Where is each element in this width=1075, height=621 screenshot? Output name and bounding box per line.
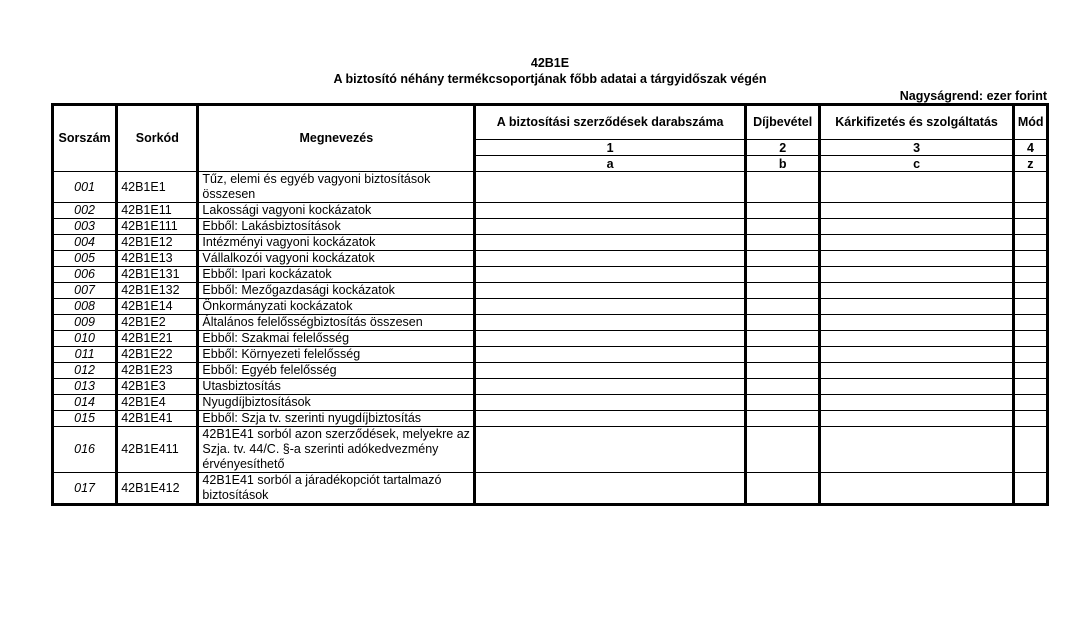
cell-contracts[interactable] bbox=[475, 267, 746, 283]
cell-contracts[interactable] bbox=[475, 203, 746, 219]
cell-premium[interactable] bbox=[746, 251, 820, 267]
table-row bbox=[53, 267, 1048, 283]
cell-claims[interactable] bbox=[820, 347, 1014, 363]
row-code: 42B1E3 bbox=[117, 379, 198, 395]
row-code: 42B1E2 bbox=[117, 315, 198, 331]
cell-mode[interactable] bbox=[1013, 347, 1047, 363]
cell-contracts[interactable] bbox=[475, 411, 746, 427]
cell-claims[interactable] bbox=[820, 379, 1014, 395]
row-name: Lakossági vagyoni kockázatok bbox=[198, 203, 475, 219]
cell-claims[interactable] bbox=[820, 172, 1014, 203]
cell-mode[interactable] bbox=[1013, 473, 1047, 505]
cell-contracts[interactable] bbox=[475, 219, 746, 235]
cell-mode[interactable] bbox=[1013, 315, 1047, 331]
cell-claims[interactable] bbox=[820, 473, 1014, 505]
cell-claims[interactable] bbox=[820, 283, 1014, 299]
cell-claims[interactable] bbox=[820, 251, 1014, 267]
cell-mode[interactable] bbox=[1013, 172, 1047, 203]
cell-premium[interactable] bbox=[746, 203, 820, 219]
cell-mode[interactable] bbox=[1013, 203, 1047, 219]
cell-contracts[interactable] bbox=[475, 283, 746, 299]
table-row bbox=[53, 411, 1048, 427]
row-code: 42B1E41 bbox=[117, 411, 198, 427]
header-col-4-num: 4 bbox=[1013, 140, 1047, 156]
row-number: 002 bbox=[53, 203, 117, 219]
row-code: 42B1E4 bbox=[117, 395, 198, 411]
header-col-2-letter: b bbox=[746, 156, 820, 172]
cell-claims[interactable] bbox=[820, 219, 1014, 235]
cell-premium[interactable] bbox=[746, 172, 820, 203]
cell-mode[interactable] bbox=[1013, 363, 1047, 379]
table-row bbox=[53, 172, 1048, 203]
cell-premium[interactable] bbox=[746, 299, 820, 315]
header-col-1-label: A biztosítási szerződések darabszáma bbox=[475, 105, 746, 140]
cell-contracts[interactable] bbox=[475, 299, 746, 315]
row-code: 42B1E12 bbox=[117, 235, 198, 251]
cell-claims[interactable] bbox=[820, 299, 1014, 315]
header-col-2-label: Díjbevétel bbox=[746, 105, 820, 140]
cell-contracts[interactable] bbox=[475, 347, 746, 363]
table-row bbox=[53, 395, 1048, 411]
row-code: 42B1E11 bbox=[117, 203, 198, 219]
row-code: 42B1E412 bbox=[117, 473, 198, 505]
cell-premium[interactable] bbox=[746, 267, 820, 283]
row-number: 012 bbox=[53, 363, 117, 379]
table-row bbox=[53, 315, 1048, 331]
header-sorszam: Sorszám bbox=[53, 105, 117, 172]
table-row bbox=[53, 251, 1048, 267]
row-number: 008 bbox=[53, 299, 117, 315]
table-body bbox=[53, 172, 1048, 505]
header-col-1-num: 1 bbox=[475, 140, 746, 156]
header-col-1-letter: a bbox=[475, 156, 746, 172]
cell-contracts[interactable] bbox=[475, 395, 746, 411]
header-col-4-letter: z bbox=[1013, 156, 1047, 172]
cell-contracts[interactable] bbox=[475, 379, 746, 395]
row-code: 42B1E132 bbox=[117, 283, 198, 299]
row-name: Intézményi vagyoni kockázatok bbox=[198, 235, 475, 251]
table-row bbox=[53, 331, 1048, 347]
cell-premium[interactable] bbox=[746, 235, 820, 251]
row-code: 42B1E22 bbox=[117, 347, 198, 363]
table-row bbox=[53, 283, 1048, 299]
cell-premium[interactable] bbox=[746, 315, 820, 331]
row-number: 013 bbox=[53, 379, 117, 395]
cell-mode[interactable] bbox=[1013, 251, 1047, 267]
cell-premium[interactable] bbox=[746, 379, 820, 395]
cell-premium[interactable] bbox=[746, 473, 820, 505]
row-code: 42B1E21 bbox=[117, 331, 198, 347]
data-table bbox=[51, 103, 1049, 506]
form-code: 42B1E bbox=[530, 56, 570, 70]
row-number: 014 bbox=[53, 395, 117, 411]
cell-premium[interactable] bbox=[746, 219, 820, 235]
cell-premium[interactable] bbox=[746, 363, 820, 379]
row-name: Ebből: Környezeti felelősség bbox=[198, 347, 475, 363]
cell-claims[interactable] bbox=[820, 395, 1014, 411]
cell-contracts[interactable] bbox=[475, 473, 746, 505]
row-code: 42B1E111 bbox=[117, 219, 198, 235]
cell-contracts[interactable] bbox=[475, 331, 746, 347]
row-number: 015 bbox=[53, 411, 117, 427]
row-number: 003 bbox=[53, 219, 117, 235]
header-col-2-num: 2 bbox=[746, 140, 820, 156]
row-name: Általános felelősségbiztosítás összesen bbox=[198, 315, 475, 331]
cell-claims[interactable] bbox=[820, 331, 1014, 347]
row-number: 004 bbox=[53, 235, 117, 251]
cell-contracts[interactable] bbox=[475, 172, 746, 203]
header-col-4-label: Mód bbox=[1013, 105, 1047, 140]
cell-mode[interactable] bbox=[1013, 235, 1047, 251]
cell-claims[interactable] bbox=[820, 235, 1014, 251]
row-number: 010 bbox=[53, 331, 117, 347]
row-number: 011 bbox=[53, 347, 117, 363]
row-name: Utasbiztosítás bbox=[198, 379, 475, 395]
cell-claims[interactable] bbox=[820, 363, 1014, 379]
cell-mode[interactable] bbox=[1013, 395, 1047, 411]
row-name: Tűz, elemi és egyéb vagyoni biztosítások összesen bbox=[198, 172, 475, 203]
cell-contracts[interactable] bbox=[475, 363, 746, 379]
row-code: 42B1E411 bbox=[117, 427, 198, 473]
row-code: 42B1E1 bbox=[117, 172, 198, 203]
cell-contracts[interactable] bbox=[475, 235, 746, 251]
cell-mode[interactable] bbox=[1013, 411, 1047, 427]
table-row bbox=[53, 363, 1048, 379]
cell-mode[interactable] bbox=[1013, 267, 1047, 283]
header-col-3-label: Kárkifizetés és szolgáltatás bbox=[820, 105, 1014, 140]
row-number: 005 bbox=[53, 251, 117, 267]
cell-contracts[interactable] bbox=[475, 315, 746, 331]
row-number: 007 bbox=[53, 283, 117, 299]
form-title: A biztosító néhány termékcsoportjának főbb adatai a tárgyidőszak végén bbox=[333, 72, 767, 86]
row-number: 001 bbox=[53, 172, 117, 203]
cell-premium[interactable] bbox=[746, 331, 820, 347]
row-code: 42B1E13 bbox=[117, 251, 198, 267]
row-name: Ebből: Mezőgazdasági kockázatok bbox=[198, 283, 475, 299]
header-col-3-letter: c bbox=[820, 156, 1014, 172]
header-sorkod: Sorkód bbox=[117, 105, 198, 172]
cell-claims[interactable] bbox=[820, 411, 1014, 427]
row-name: Nyugdíjbiztosítások bbox=[198, 395, 475, 411]
cell-claims[interactable] bbox=[820, 267, 1014, 283]
row-code: 42B1E23 bbox=[117, 363, 198, 379]
unit-label: Nagyságrend: ezer forint bbox=[899, 89, 1047, 103]
header-col-3-num: 3 bbox=[820, 140, 1014, 156]
table-row bbox=[53, 299, 1048, 315]
row-number: 009 bbox=[53, 315, 117, 331]
cell-mode[interactable] bbox=[1013, 379, 1047, 395]
table-row bbox=[53, 235, 1048, 251]
cell-claims[interactable] bbox=[820, 315, 1014, 331]
cell-claims[interactable] bbox=[820, 203, 1014, 219]
row-number: 017 bbox=[53, 473, 117, 505]
cell-mode[interactable] bbox=[1013, 219, 1047, 235]
cell-contracts[interactable] bbox=[475, 251, 746, 267]
row-name: Önkormányzati kockázatok bbox=[198, 299, 475, 315]
cell-premium[interactable] bbox=[746, 427, 820, 473]
row-code: 42B1E14 bbox=[117, 299, 198, 315]
table-row bbox=[53, 347, 1048, 363]
header-megnevezes: Megnevezés bbox=[198, 105, 475, 172]
row-code: 42B1E131 bbox=[117, 267, 198, 283]
row-name: Vállalkozói vagyoni kockázatok bbox=[198, 251, 475, 267]
cell-claims[interactable] bbox=[820, 427, 1014, 473]
table-row bbox=[53, 379, 1048, 395]
table-row bbox=[53, 427, 1048, 473]
row-name: Ebből: Lakásbiztosítások bbox=[198, 219, 475, 235]
table-row bbox=[53, 219, 1048, 235]
cell-mode[interactable] bbox=[1013, 331, 1047, 347]
cell-premium[interactable] bbox=[746, 347, 820, 363]
cell-mode[interactable] bbox=[1013, 283, 1047, 299]
cell-mode[interactable] bbox=[1013, 427, 1047, 473]
row-name: 42B1E41 sorból a járadékopciót tartalmazó biztosítások bbox=[198, 473, 475, 505]
cell-premium[interactable] bbox=[746, 283, 820, 299]
table-row bbox=[53, 203, 1048, 219]
cell-premium[interactable] bbox=[746, 395, 820, 411]
row-number: 016 bbox=[53, 427, 117, 473]
row-name: Ebből: Szakmai felelősség bbox=[198, 331, 475, 347]
row-name: Ebből: Szja tv. szerinti nyugdíjbiztosítás bbox=[198, 411, 475, 427]
row-number: 006 bbox=[53, 267, 117, 283]
row-name: Ebből: Egyéb felelősség bbox=[198, 363, 475, 379]
row-name: 42B1E41 sorból azon szerződések, melyekre az Szja. tv. 44/C. §-a szerinti adókedvezmény érvényesíthető bbox=[198, 427, 475, 473]
cell-mode[interactable] bbox=[1013, 299, 1047, 315]
cell-premium[interactable] bbox=[746, 411, 820, 427]
cell-contracts[interactable] bbox=[475, 427, 746, 473]
table-row bbox=[53, 473, 1048, 505]
row-name: Ebből: Ipari kockázatok bbox=[198, 267, 475, 283]
